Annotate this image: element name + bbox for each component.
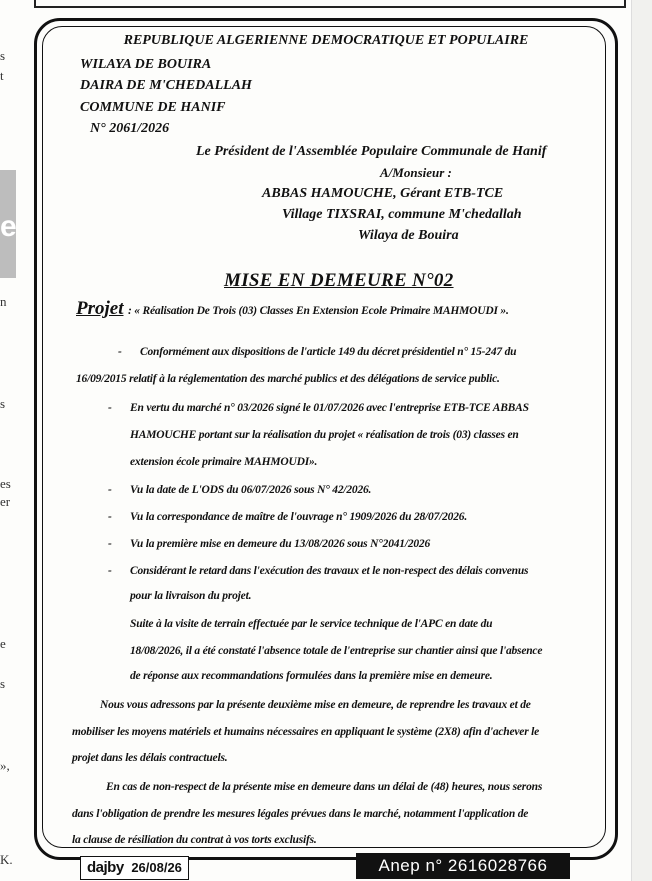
margin-fragment: e [0, 210, 17, 243]
body-line: la clause de résiliation du contrat à vos torts exclusifs. [72, 834, 317, 846]
gutter-bar [0, 170, 16, 278]
margin-fragment: », [0, 758, 10, 773]
republic-heading: REPUBLIQUE ALGERIENNE DEMOCRATIQUE ET POPULAIRE [123, 33, 529, 48]
margin-fragment: s [0, 396, 6, 411]
projet-label: Projet [76, 298, 124, 319]
body-line: - Conformément aux dispositions de l'article 149 du décret présidentiel n° 15-247 du [140, 346, 516, 358]
previous-frame-edge [34, 0, 626, 8]
body-line: projet dans les délais contractuels. [72, 752, 228, 764]
body-line: - En vertu du marché n° 03/2026 signé le 01/07/2026 avec l'entreprise ETB-TCE ABBAS [130, 402, 529, 414]
body-line: 16/09/2015 relatif à la réglementation des marché publics et des délégations de service public. [76, 373, 500, 385]
recipient-address: Village TIXSRAI, commune M'chedallah [282, 207, 522, 222]
margin-fragment: s [0, 676, 6, 691]
margin-fragment: es [0, 476, 11, 491]
to-label: A/Monsieur : [380, 165, 452, 180]
body-line: - Vu la correspondance de maître de l'ouvrage n° 1909/2026 du 28/07/2026. [130, 511, 467, 523]
sender-line: Le Président de l'Assemblée Populaire Communale de Hanif [196, 144, 547, 159]
margin-fragment: e [0, 636, 6, 651]
body-line: 18/08/2026, il a été constaté l'absence totale de l'entreprise sur chantier ainsi que l'absence [130, 645, 543, 657]
anep-number: Anep n° 2616028766 [356, 853, 570, 879]
body-line: de réponse aux recommandations formulées dans la première mise en demeure. [130, 670, 493, 682]
publication-stamp [80, 856, 189, 880]
body-line: HAMOUCHE portant sur la réalisation du projet « réalisation de trois (03) classes en [130, 429, 519, 441]
body-line: mobiliser les moyens matériels et humains nécessaires en appliquant le système (2X8) afin d'achever le [72, 726, 540, 738]
margin-fragment: er [0, 494, 11, 509]
body-line: - Vu la première mise en demeure du 13/08/2026 sous N°2041/2026 [130, 538, 430, 550]
body-line: extension école primaire MAHMOUDI». [130, 456, 318, 468]
daira-line: DAIRA DE M'CHEDALLAH [80, 78, 252, 93]
recipient-name: ABBAS HAMOUCHE, Gérant ETB-TCE [262, 186, 504, 201]
body-line: Nous vous adressons par la présente deuxième mise en demeure, de reprendre les travaux et de [100, 699, 531, 711]
wilaya-line: WILAYA DE BOUIRA [80, 57, 212, 72]
notice-title: MISE EN DEMEURE N°02 [224, 270, 454, 291]
publication-date: 26/08/26 [131, 860, 182, 875]
margin-fragment: n [0, 294, 7, 309]
right-page-strip [631, 0, 652, 881]
body-line: pour la livraison du projet. [130, 590, 252, 602]
commune-line: COMMUNE DE HANIF [80, 100, 226, 115]
body-line: dans l'obligation de prendre les mesures légales prévues dans le marché, notamment l'application de [72, 808, 529, 820]
reference-number: N° 2061/2026 [90, 121, 170, 136]
publisher-logo: dajby [87, 859, 124, 876]
margin-fragment: t [0, 68, 4, 83]
projet-text: : « Réalisation De Trois (03) Classes En Extension Ecole Primaire MAHMOUDI ». [128, 305, 509, 317]
margin-fragment: K. [0, 852, 13, 867]
body-line: Suite à la visite de terrain effectuée par le service technique de l'APC en date du [130, 618, 493, 630]
body-line: En cas de non-respect de la présente mise en demeure dans un délai de (48) heures, nous serons [106, 781, 543, 793]
body-line: - Vu la date de L'ODS du 06/07/2026 sous N° 42/2026. [130, 484, 371, 496]
margin-fragment: s [0, 48, 6, 63]
body-line: - Considérant le retard dans l'exécution des travaux et le non-respect des délais convenus [130, 565, 528, 577]
recipient-wilaya: Wilaya de Bouira [358, 228, 459, 243]
